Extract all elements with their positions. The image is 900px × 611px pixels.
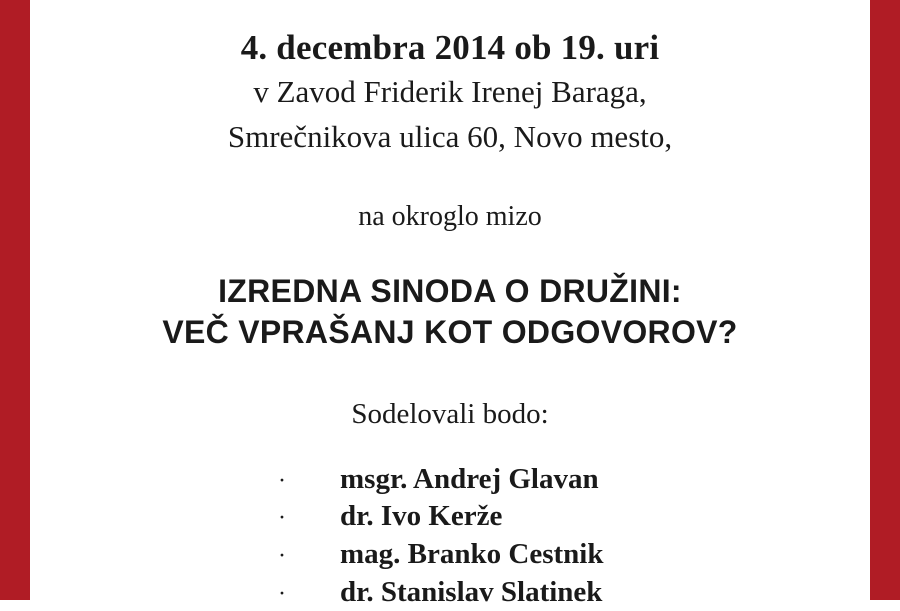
list-item: [30, 461, 870, 499]
participants-list: [30, 461, 870, 611]
participant-name: mag. Branko Cestnik: [340, 538, 604, 571]
participant-name: dr. Ivo Kerže: [340, 500, 503, 533]
venue-line-1: v Zavod Friderik Irenej Baraga,: [253, 74, 647, 110]
list-item: [30, 536, 870, 574]
bullet-icon: ·: [278, 505, 286, 532]
event-title-line-1: IZREDNA SINODA O DRUŽINI:: [218, 272, 682, 309]
event-title: [30, 271, 870, 354]
venue-line-2: Smrečnikova ulica 60, Novo mesto,: [227, 118, 673, 154]
event-date-time: 4. decembra 2014 ob 19. uri: [240, 28, 660, 67]
bullet-icon: ·: [278, 580, 286, 607]
participants-label: Sodelovali bodo:: [351, 397, 549, 430]
left-red-bar: [0, 0, 30, 600]
event-title-line-2: VEČ VPRAŠANJ KOT ODGOVOROV?: [162, 314, 738, 351]
bullet-icon: ·: [278, 543, 286, 570]
bullet-icon: ·: [278, 467, 286, 494]
participant-name: msgr. Andrej Glavan: [340, 462, 599, 495]
right-red-bar: [870, 0, 900, 600]
participant-name: dr. Stanislav Slatinek: [340, 575, 603, 608]
list-item: [30, 574, 870, 611]
poster-content: [30, 0, 870, 608]
list-item: [30, 498, 870, 536]
invitation-intro: na okroglo mizo: [358, 200, 542, 232]
